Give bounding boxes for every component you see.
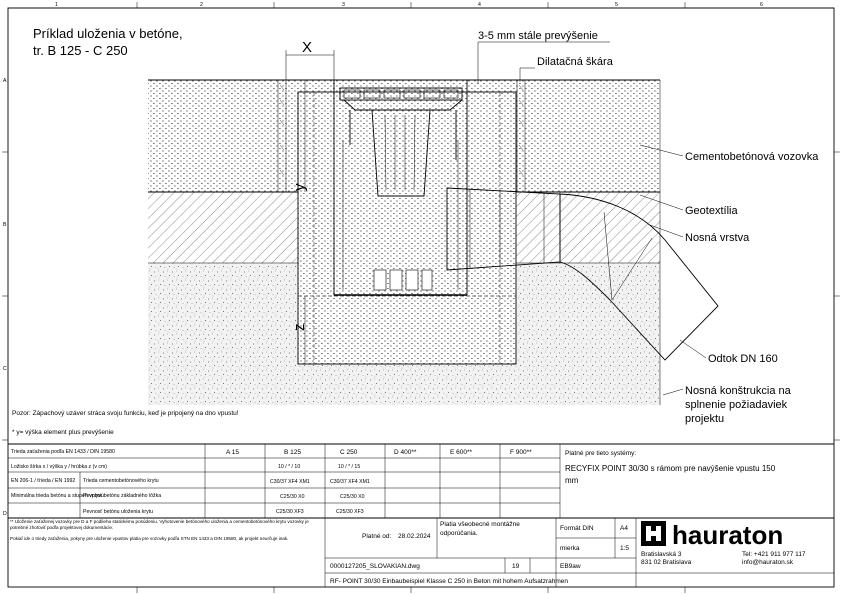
footnote-1: ** Uloženie zaťaženej vozovky pre D a F podlieha statickému posúdeniu. Vyhotovenie betónového uloženia a cementobetónového krytu vozovky je potrebné zhotoviť podľa projektovej dokumentácie. <box>10 519 309 530</box>
format-label: Formát DIN <box>560 525 594 532</box>
callout-outlet: Odtok DN 160 <box>708 353 778 365</box>
cover-strength-value: C25/30 XF3 <box>276 509 304 515</box>
callout-structure-line3: projektu <box>685 413 725 425</box>
row-bedding-label: Ložisko šírka x / výška y / hrúbka z (v cm) <box>11 464 107 470</box>
base-strength-value: C25/30 X0 <box>340 494 365 500</box>
row-load-class-label: Trieda zaťaženia podľa EN 1433 / DIN 19580 <box>11 449 115 455</box>
row-letter: D <box>3 511 7 517</box>
address-line2: 831 02 Bratislava <box>641 559 692 566</box>
col-number: 1 <box>55 2 58 8</box>
row-letter: B <box>3 222 7 228</box>
row-min-class-group: Minimálna trieda betónu a stupeň vplyvu <box>11 493 104 499</box>
applies-text: Platia všeobecné montážne odporúčania. <box>440 521 520 537</box>
row-cover-strength-label: Pevnosť betónu uloženia krytu <box>83 509 154 515</box>
footnote-2: Pokiaľ ide o triedy zaťaženia, pokyny pre uloženie vpustov platia pre vozovky podľa STN EN 1433 a DIN 19580, ak projekt neurčuje inak. <box>10 536 289 542</box>
callout-joint: Dilatačná škára <box>537 56 613 68</box>
col-number: 6 <box>760 2 763 8</box>
drawing-type: EB9aw <box>560 563 581 570</box>
format-value: A4 <box>620 525 628 532</box>
load-class: C 250 <box>340 449 358 456</box>
bedding-value: 10 / * / 10 <box>278 464 301 470</box>
valid-from-date: 28.02.2024 <box>398 533 431 540</box>
row-pavement-class-label: Trieda cementobetónového krytu <box>83 478 159 484</box>
drawing-file: 0000127205_SLOVAKIAN.dwg <box>330 563 420 570</box>
sheet-number: 19 <box>512 563 520 570</box>
callout-overhang: 3-5 mm stále prevýšenie <box>478 30 598 42</box>
valid-systems-label: Platné pre tieto systémy: <box>565 450 637 457</box>
base-strength-value: C25/30 X0 <box>280 494 305 500</box>
col-number: 3 <box>342 2 345 8</box>
row-letter: A <box>3 78 7 84</box>
row-base-strength-label: Pevnosť betónu základného lôžka <box>83 493 162 499</box>
dimension-y-label: y <box>291 183 308 191</box>
note-odor-trap: Pozor: Zápachový uzáver stráca svoju funkciu, keď je pripojený na dno vpustu! <box>12 410 239 417</box>
footer-title: RF- POINT 30/30 Einbaubeispiel Klasse C 250 in Beton mit hohem Aufsatzrahmen <box>330 578 568 585</box>
pavement-class-value: C30/37 XF4 XM1 <box>330 479 370 485</box>
applies-note <box>440 520 555 556</box>
scale-value: 1:5 <box>620 545 630 552</box>
drawing-title-line2: tr. B 125 - C 250 <box>33 43 128 58</box>
dimension-x-label: X <box>302 39 313 56</box>
hauraton-logo <box>641 521 666 546</box>
email: info@hauraton.sk <box>742 559 794 566</box>
note-height: * y= výška element plus prevýšenie <box>12 429 114 436</box>
dimension-z-label: z <box>291 323 308 331</box>
scale-label: mierka <box>560 545 580 552</box>
load-class: A 15 <box>226 449 240 456</box>
load-class: D 400** <box>394 449 417 456</box>
brand-name: hauraton <box>672 520 784 550</box>
system-name-line2: mm <box>565 476 579 485</box>
concrete-bedding <box>298 92 516 364</box>
load-class: E 600** <box>450 449 473 456</box>
callout-base: Nosná vrstva <box>685 232 750 244</box>
callout-structure-line1: Nosná konštrukcia na <box>685 385 791 397</box>
callout-concrete: Cementobetónová vozovka <box>685 151 819 163</box>
callout-structure-line2: splnenie požiadaviek <box>685 399 788 411</box>
col-number: 4 <box>478 2 481 8</box>
load-class: F 900** <box>510 449 532 456</box>
drawing-title-line1: Príklad uloženia v betóne, <box>33 26 183 41</box>
load-class: B 125 <box>284 449 301 456</box>
footnotes <box>10 519 322 585</box>
system-name-line1: RECYFIX POINT 30/30 s rámom pre navýšenie vpustu 150 <box>565 464 776 473</box>
pavement-class-value: C30/37 XF4 XM1 <box>270 479 310 485</box>
cover-strength-value: C25/30 XF3 <box>336 509 364 515</box>
col-number: 2 <box>200 2 203 8</box>
row-standard-group: EN 206-1 / ťrieda / EN 1992 <box>11 478 76 484</box>
valid-from-label: Platné od: <box>362 533 392 540</box>
address-line1: Bratislavská 3 <box>641 551 682 558</box>
row-letter: C <box>3 366 7 372</box>
bedding-value: 10 / * / 15 <box>338 464 361 470</box>
phone: Tel: +421 911 977 117 <box>742 551 806 558</box>
callout-geotextile: Geotextília <box>685 205 738 217</box>
section-drawing <box>148 42 718 405</box>
col-number: 5 <box>615 2 618 8</box>
